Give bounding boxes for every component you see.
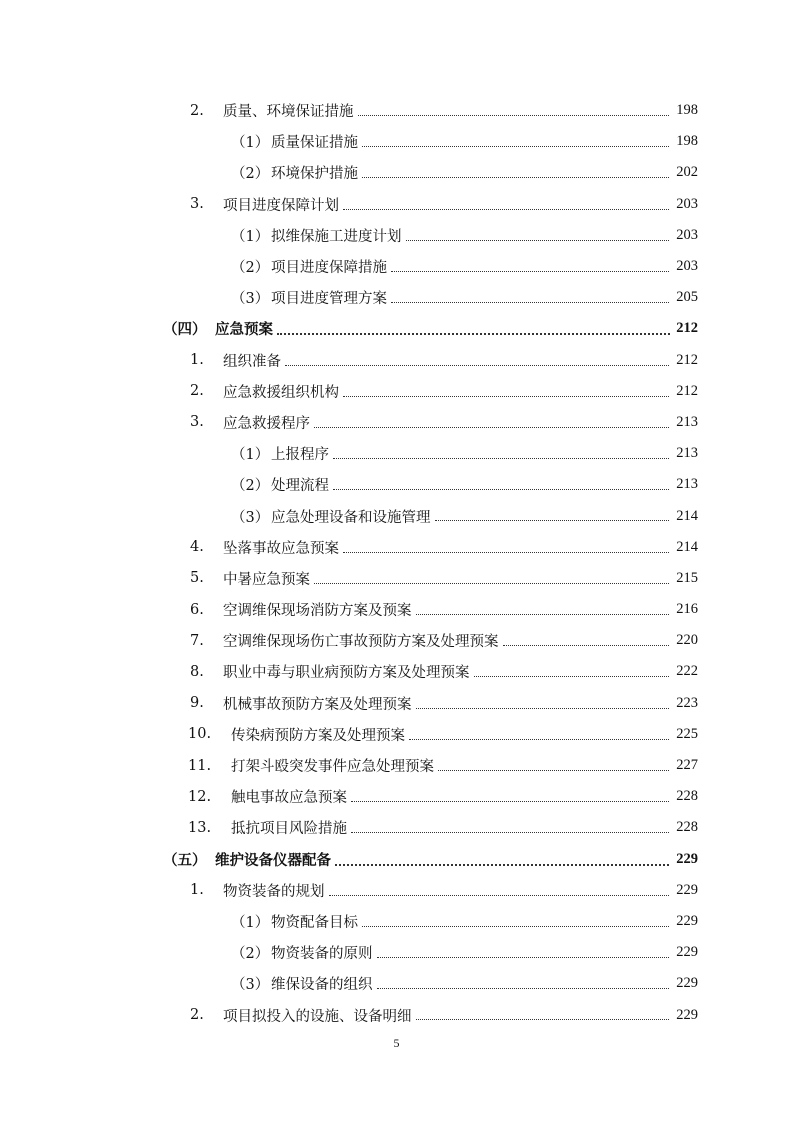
dot-leader: [391, 270, 673, 272]
toc-title: 应急救援组织机构: [223, 381, 341, 402]
toc-title: 空调维保现场消防方案及预案: [223, 599, 414, 620]
toc-entry[interactable]: [0, 189, 793, 220]
toc-title: 拟维保施工进度计划: [271, 225, 404, 246]
toc-entry[interactable]: [0, 532, 793, 563]
toc-title: 应急救援程序: [223, 412, 312, 433]
toc-title: 维护设备仪器配备: [215, 849, 333, 870]
dot-leader: [377, 956, 673, 958]
toc-page-number: 215: [670, 570, 698, 587]
toc-title: 中暑应急预案: [223, 568, 312, 589]
toc-page-number: 198: [670, 133, 698, 150]
toc-number: 1.: [190, 352, 204, 369]
toc-title: 物资配备目标: [271, 911, 360, 932]
dot-leader: [285, 364, 673, 366]
toc-entry[interactable]: [0, 750, 793, 781]
toc-number: 5.: [190, 570, 204, 587]
toc-entry[interactable]: [0, 438, 793, 469]
toc-number: （2）: [231, 256, 269, 277]
toc-entry[interactable]: [0, 376, 793, 407]
toc-entry[interactable]: [0, 968, 793, 999]
toc-title: 空调维保现场伤亡事故预防方案及处理预案: [223, 630, 501, 651]
toc-page-number: 214: [670, 508, 698, 525]
toc-page-number: 212: [670, 320, 698, 337]
toc-title: 物资装备的规划: [223, 880, 327, 901]
table-of-contents: [0, 95, 793, 1031]
toc-title: 触电事故应急预案: [231, 786, 349, 807]
toc-entry[interactable]: [0, 656, 793, 687]
toc-page-number: 223: [670, 695, 698, 712]
toc-entry[interactable]: [0, 500, 793, 531]
dot-leader: [351, 800, 673, 802]
toc-page-number: 202: [670, 164, 698, 181]
toc-entry[interactable]: [0, 469, 793, 500]
dot-leader: [377, 987, 673, 989]
toc-entry[interactable]: [0, 594, 793, 625]
toc-number: 2.: [190, 102, 204, 119]
toc-page-number: 213: [670, 445, 698, 462]
dot-leader: [474, 675, 673, 677]
toc-number: 10.: [188, 726, 212, 743]
toc-page-number: 216: [670, 601, 698, 618]
toc-title: 质量保证措施: [271, 131, 360, 152]
dot-leader: [329, 894, 673, 896]
toc-entry[interactable]: [0, 625, 793, 656]
toc-number: 9.: [190, 695, 204, 712]
toc-page-number: 203: [670, 196, 698, 213]
toc-entry[interactable]: [0, 345, 793, 376]
toc-title: 维保设备的组织: [271, 973, 375, 994]
toc-page-number: 229: [670, 944, 698, 961]
dot-leader: [503, 644, 673, 646]
toc-number: （1）: [231, 443, 269, 464]
toc-title: 项目进度保障计划: [223, 194, 341, 215]
toc-page-number: 229: [670, 975, 698, 992]
toc-entry[interactable]: [0, 282, 793, 313]
toc-number: 6.: [190, 601, 204, 618]
toc-number: 12.: [188, 788, 212, 805]
toc-number: （1）: [231, 911, 269, 932]
toc-page-number: 225: [670, 726, 698, 743]
dot-leader: [391, 301, 673, 303]
dot-leader: [343, 395, 673, 397]
toc-title: 抵抗项目风险措施: [231, 817, 349, 838]
toc-page-number: 229: [670, 851, 698, 868]
toc-number: 3.: [190, 414, 204, 431]
toc-number: （3）: [231, 973, 269, 994]
toc-number: 2.: [190, 383, 204, 400]
toc-page-number: 203: [670, 227, 698, 244]
toc-page-number: 198: [670, 102, 698, 119]
toc-number: 4.: [190, 539, 204, 556]
toc-page-number: 205: [670, 289, 698, 306]
dot-leader: [409, 738, 673, 740]
toc-title: 应急预案: [215, 318, 275, 339]
dot-leader: [358, 114, 673, 116]
toc-entry[interactable]: [0, 812, 793, 843]
toc-page-number: 214: [670, 539, 698, 556]
toc-page-number: 229: [670, 1007, 698, 1024]
toc-number: 13.: [188, 819, 212, 836]
dot-leader: [362, 925, 673, 927]
dot-leader: [314, 582, 673, 584]
dot-leader: [435, 519, 673, 521]
dot-leader: [416, 613, 673, 615]
toc-page-number: 227: [670, 757, 698, 774]
toc-title: 坠落事故应急预案: [223, 537, 341, 558]
toc-page-number: 222: [670, 663, 698, 680]
toc-page-number: 213: [670, 414, 698, 431]
toc-page-number: 220: [670, 632, 698, 649]
toc-page-number: 228: [670, 819, 698, 836]
toc-number: 2.: [190, 1007, 204, 1024]
toc-title: 机械事故预防方案及处理预案: [223, 693, 414, 714]
toc-number: （2）: [231, 474, 269, 495]
toc-entry[interactable]: [0, 688, 793, 719]
toc-number: （四）: [163, 318, 207, 339]
toc-page-number: 212: [670, 352, 698, 369]
toc-title: 环境保护措施: [271, 162, 360, 183]
toc-entry[interactable]: [0, 906, 793, 937]
toc-number: （1）: [231, 131, 269, 152]
toc-number: （2）: [231, 942, 269, 963]
dot-leader: [406, 239, 673, 241]
toc-number: 3.: [190, 196, 204, 213]
toc-entry[interactable]: [0, 719, 793, 750]
toc-entry[interactable]: [0, 563, 793, 594]
toc-number: （五）: [163, 849, 207, 870]
dot-leader: [351, 831, 673, 833]
toc-number: （3）: [231, 506, 269, 527]
toc-page-number: 229: [670, 882, 698, 899]
toc-entry[interactable]: [0, 407, 793, 438]
toc-number: （3）: [231, 287, 269, 308]
toc-section-heading[interactable]: [0, 313, 793, 344]
toc-title: 项目进度保障措施: [271, 256, 389, 277]
toc-entry[interactable]: [0, 95, 793, 126]
toc-number: （2）: [231, 162, 269, 183]
toc-number: 8.: [190, 663, 204, 680]
dot-leader: [343, 208, 673, 210]
toc-title: 打架斗殴突发事件应急处理预案: [231, 755, 436, 776]
page-footer-number: 5: [393, 1036, 400, 1050]
toc-title: 职业中毒与职业病预防方案及处理预案: [223, 661, 472, 682]
toc-page-number: 228: [670, 788, 698, 805]
dot-leader: [335, 863, 673, 866]
dot-leader: [314, 426, 673, 428]
toc-title: 项目进度管理方案: [271, 287, 389, 308]
toc-entry[interactable]: [0, 781, 793, 812]
toc-number: 11.: [188, 757, 212, 774]
toc-section-heading[interactable]: [0, 844, 793, 875]
toc-title: 应急处理设备和设施管理: [271, 506, 433, 527]
toc-title: 项目拟投入的设施、设备明细: [223, 1005, 414, 1026]
toc-entry[interactable]: [0, 251, 793, 282]
toc-title: 传染病预防方案及处理预案: [231, 724, 407, 745]
dot-leader: [438, 769, 673, 771]
dot-leader: [362, 176, 673, 178]
toc-page-number: 213: [670, 476, 698, 493]
toc-title: 上报程序: [271, 443, 331, 464]
toc-title: 处理流程: [271, 474, 331, 495]
toc-title: 物资装备的原则: [271, 942, 375, 963]
toc-entry[interactable]: [0, 220, 793, 251]
toc-entry[interactable]: [0, 875, 793, 906]
toc-number: 7.: [190, 632, 204, 649]
toc-entry[interactable]: [0, 157, 793, 188]
toc-entry[interactable]: [0, 937, 793, 968]
toc-number: （1）: [231, 225, 269, 246]
dot-leader: [416, 1018, 673, 1020]
toc-number: 1.: [190, 882, 204, 899]
dot-leader: [333, 457, 673, 459]
dot-leader: [343, 551, 673, 553]
toc-title: 组织准备: [223, 350, 283, 371]
toc-entry[interactable]: [0, 999, 793, 1030]
toc-page-number: 229: [670, 913, 698, 930]
toc-title: 质量、环境保证措施: [223, 100, 356, 121]
dot-leader: [333, 488, 673, 490]
dot-leader: [277, 332, 673, 335]
dot-leader: [362, 145, 673, 147]
toc-page-number: 203: [670, 258, 698, 275]
toc-page-number: 212: [670, 383, 698, 400]
toc-entry[interactable]: [0, 126, 793, 157]
dot-leader: [416, 707, 673, 709]
